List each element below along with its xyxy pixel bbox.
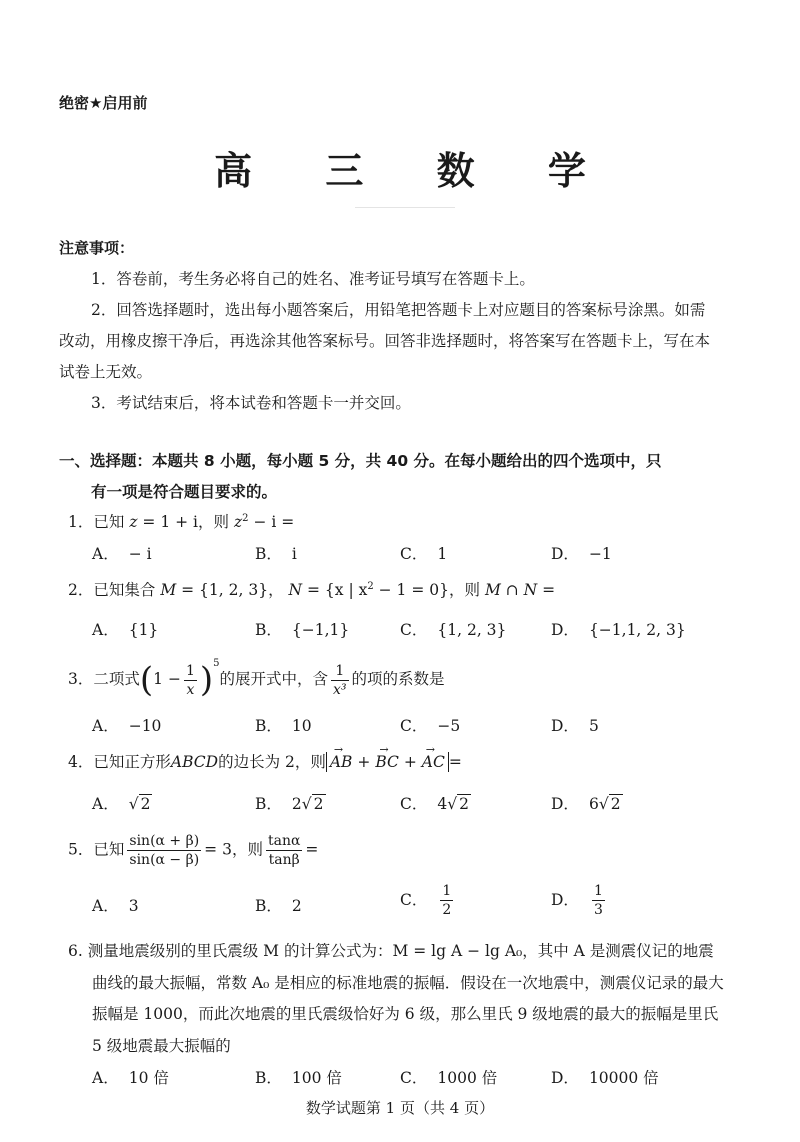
q1-var-z2: z	[233, 513, 243, 531]
option-coef: 2	[291, 795, 302, 813]
sqrt-symbol: √ 2	[128, 795, 151, 813]
q3-paren-open: (	[139, 660, 154, 700]
frac-den: 3	[593, 902, 603, 918]
option-radicand: 2	[610, 795, 621, 813]
frac-den: 2	[442, 902, 452, 918]
sqrt-symbol: √ 2	[598, 795, 621, 813]
q2-option-b[interactable]	[255, 618, 349, 640]
q2-set-n: N	[288, 581, 303, 599]
q3-option-b[interactable]	[255, 714, 312, 736]
q4-option-b[interactable]	[255, 792, 326, 814]
q1-eq: = 1 + i	[137, 513, 199, 531]
option-fraction	[440, 882, 453, 919]
fold-line	[355, 207, 455, 208]
q3-mid: 的展开式中，含	[219, 670, 329, 688]
option-text: {1}	[128, 621, 159, 639]
option-text: −10	[128, 717, 162, 735]
q5-fraction	[127, 832, 201, 869]
q4-mid: 的边长为 2，则	[218, 753, 326, 771]
option-label: D．	[551, 795, 579, 813]
q4-plus-2: +	[403, 753, 417, 771]
q3-option-a[interactable]	[92, 714, 161, 736]
option-label: A．	[92, 1069, 119, 1087]
q1-option-d[interactable]	[551, 542, 612, 564]
q5-frac-den: sin(α − β)	[129, 852, 200, 868]
q4-vec-ac: → AC	[422, 752, 445, 772]
q3-one: 1 −	[153, 670, 181, 688]
q4-plus-1: +	[357, 753, 371, 771]
option-radicand: 2	[313, 795, 324, 813]
option-label: C．	[400, 1069, 428, 1087]
q2-set-m: M	[160, 581, 177, 599]
page-footer: 数学试题第 1 页（共 4 页）	[305, 1099, 495, 1117]
q4-pre: 已知正方形	[93, 753, 171, 771]
q3-post: 的项的系数是	[351, 670, 445, 688]
question-4	[68, 750, 462, 772]
q1-option-b[interactable]	[255, 542, 297, 564]
q6-body	[68, 936, 728, 1062]
option-text: 1	[437, 545, 448, 563]
q2-pre: 已知集合	[93, 581, 156, 599]
frac-num: 1	[593, 883, 603, 899]
q1-tail: − i =	[248, 513, 295, 531]
q3-fraction-2	[331, 662, 349, 699]
question-5	[68, 832, 318, 869]
q2-intersection: M ∩ N =	[484, 581, 556, 599]
option-coef: 4	[437, 795, 448, 813]
page-title: 高 三 数 学	[214, 149, 616, 193]
question-3	[68, 658, 445, 700]
option-label: B．	[255, 545, 282, 563]
q2-set-n-val1: = {x | x	[302, 581, 368, 599]
q3-paren-close: )	[199, 660, 214, 700]
q4-eq: =	[448, 753, 462, 771]
q3-frac-num: 1	[185, 662, 195, 679]
q2-option-a[interactable]	[92, 618, 158, 640]
notice-item-2: 2．回答选择题时，选出每小题答案后，用铅笔把答题卡上对应题目的答案标号涂黑。如需改动，用橡皮擦干净后，再选涂其他答案标号。回答非选择题时，将答案写在答题卡上，写在本试卷上无效。	[59, 301, 711, 381]
q3-pre: 二项式	[93, 670, 140, 688]
q4-vec-bc: → BC	[375, 752, 399, 772]
q2-option-d[interactable]	[551, 618, 686, 640]
frac-num: 1	[442, 883, 452, 899]
option-text: −5	[437, 717, 461, 735]
option-label: B．	[255, 621, 282, 639]
q1-number: 1．	[68, 513, 94, 531]
option-label: B．	[255, 1069, 282, 1087]
option-label: D．	[551, 890, 579, 909]
q5-option-a[interactable]	[92, 894, 139, 916]
q2-square: 2	[367, 580, 374, 592]
option-text: {1, 2, 3}	[437, 621, 507, 639]
option-text: 5	[588, 717, 599, 735]
q5-frac2-num: tanα	[267, 833, 301, 849]
q2-set-m-val: = {1, 2, 3}	[176, 581, 269, 599]
option-label: A．	[92, 897, 119, 915]
question-1	[68, 510, 294, 532]
q4-vec-ab: → AB	[330, 752, 353, 772]
q2-number: 2．	[68, 581, 94, 599]
q1-var-z: z	[129, 513, 138, 531]
q5-frac2-den: tanβ	[268, 852, 300, 868]
q5-number: 5．	[68, 840, 94, 859]
option-radicand: 2	[459, 795, 470, 813]
confidential-label: 绝密★启用前	[59, 94, 148, 112]
q3-option-d[interactable]	[551, 714, 599, 736]
q3-option-c[interactable]	[400, 714, 460, 736]
q3-frac-den: x	[186, 681, 195, 698]
q6-option-a[interactable]	[92, 1066, 169, 1088]
q2-set-n-val2: − 1 = 0}	[373, 581, 449, 599]
q1-option-a[interactable]	[92, 542, 152, 564]
option-label: A．	[92, 717, 119, 735]
q1-pre: 已知	[93, 513, 125, 531]
q4-number: 4．	[68, 753, 94, 771]
option-label: C．	[400, 621, 428, 639]
section-heading-line2: 有一项是符合题目要求的。	[91, 483, 278, 501]
q5-pre: 已知	[93, 840, 125, 859]
option-text: 1000 倍	[437, 1069, 498, 1087]
option-label: D．	[551, 545, 579, 563]
option-label: C．	[400, 890, 428, 909]
option-text: −1	[588, 545, 612, 563]
option-label: C．	[400, 545, 428, 563]
option-label: C．	[400, 717, 428, 735]
option-fraction	[592, 882, 605, 919]
option-radicand: 2	[140, 795, 151, 813]
q4-magnitude	[326, 752, 449, 772]
option-label: C．	[400, 795, 428, 813]
option-text: {−1,1, 2, 3}	[588, 621, 686, 639]
q6-option-b[interactable]	[255, 1066, 342, 1088]
q5-option-c[interactable]	[400, 882, 456, 919]
option-label: A．	[92, 795, 119, 813]
q5-mid: ，则	[231, 840, 263, 859]
option-text: i	[291, 545, 297, 563]
q4-shape: ABCD	[170, 753, 219, 771]
q5-eq2: =	[305, 840, 319, 859]
q3-frac2-den: x³	[333, 681, 347, 698]
option-text: 10 倍	[128, 1069, 169, 1087]
section-heading-line1: 一、选择题：本题共 8 小题，每小题 5 分，共 40 分。在每小题给出的四个选项中，只	[59, 452, 662, 470]
option-label: D．	[551, 621, 579, 639]
option-label: B．	[255, 717, 282, 735]
q2-comma: ，	[268, 581, 284, 599]
option-text: 100 倍	[291, 1069, 342, 1087]
q6-number: 6.	[68, 942, 83, 960]
q3-number: 3．	[68, 670, 94, 688]
notice-item-1: 1．答卷前，考生务必将自己的姓名、准考证号填写在答题卡上。	[91, 270, 535, 288]
notice-heading: 注意事项：	[59, 239, 135, 257]
q4-option-d[interactable]	[551, 792, 623, 814]
notice-item-3: 3．考试结束后，将本试卷和答题卡一并交回。	[91, 394, 411, 412]
sqrt-symbol: √ 2	[301, 795, 324, 813]
option-text: − i	[128, 545, 152, 563]
q5-option-d[interactable]	[551, 882, 608, 919]
q2-mid: ，则	[449, 581, 481, 599]
q4-option-a[interactable]	[92, 792, 152, 814]
option-label: B．	[255, 897, 282, 915]
q5-frac-num: sin(α + β)	[129, 833, 200, 849]
option-text: 3	[128, 897, 139, 915]
option-coef: 6	[588, 795, 599, 813]
q5-fraction-2	[266, 832, 302, 869]
question-6	[68, 936, 728, 1062]
q6-option-c[interactable]	[400, 1066, 497, 1088]
option-text: 10	[291, 717, 312, 735]
q4-option-c[interactable]	[400, 792, 471, 814]
q1-mid: ，则	[198, 513, 230, 531]
option-text: {−1,1}	[291, 621, 350, 639]
option-label: A．	[92, 621, 119, 639]
option-text: 2	[291, 897, 302, 915]
section-heading	[59, 446, 739, 508]
question-2	[68, 578, 555, 600]
q6-option-d[interactable]	[551, 1066, 659, 1088]
option-text: 10000 倍	[588, 1069, 659, 1087]
option-label: A．	[92, 545, 119, 563]
q1-option-c[interactable]	[400, 542, 447, 564]
q6-text: 测量地震级别的里氏震级 M 的计算公式为：M = lg A − lg A₀，其中 A 是测震仪记的地震曲线的最大振幅，常数 A₀ 是相应的标准地震的振幅．假设在一次地震中，测震仪记录的最大振幅是 1000，而此次地震的里氏震级恰好为 6 级，那么里氏 9 级地震的最大的振幅是里氏 5 级地震最大振幅的	[87, 942, 724, 1055]
q3-fraction	[184, 662, 197, 699]
option-label: D．	[551, 717, 579, 735]
q3-frac2-num: 1	[331, 662, 349, 681]
q5-eq: = 3	[204, 840, 232, 859]
option-label: D．	[551, 1069, 579, 1087]
q1-square: 2	[242, 512, 249, 524]
q3-exponent: 5	[213, 658, 220, 669]
option-label: B．	[255, 795, 282, 813]
sqrt-symbol: √ 2	[447, 795, 470, 813]
q5-option-b[interactable]	[255, 894, 302, 916]
q2-option-c[interactable]	[400, 618, 506, 640]
